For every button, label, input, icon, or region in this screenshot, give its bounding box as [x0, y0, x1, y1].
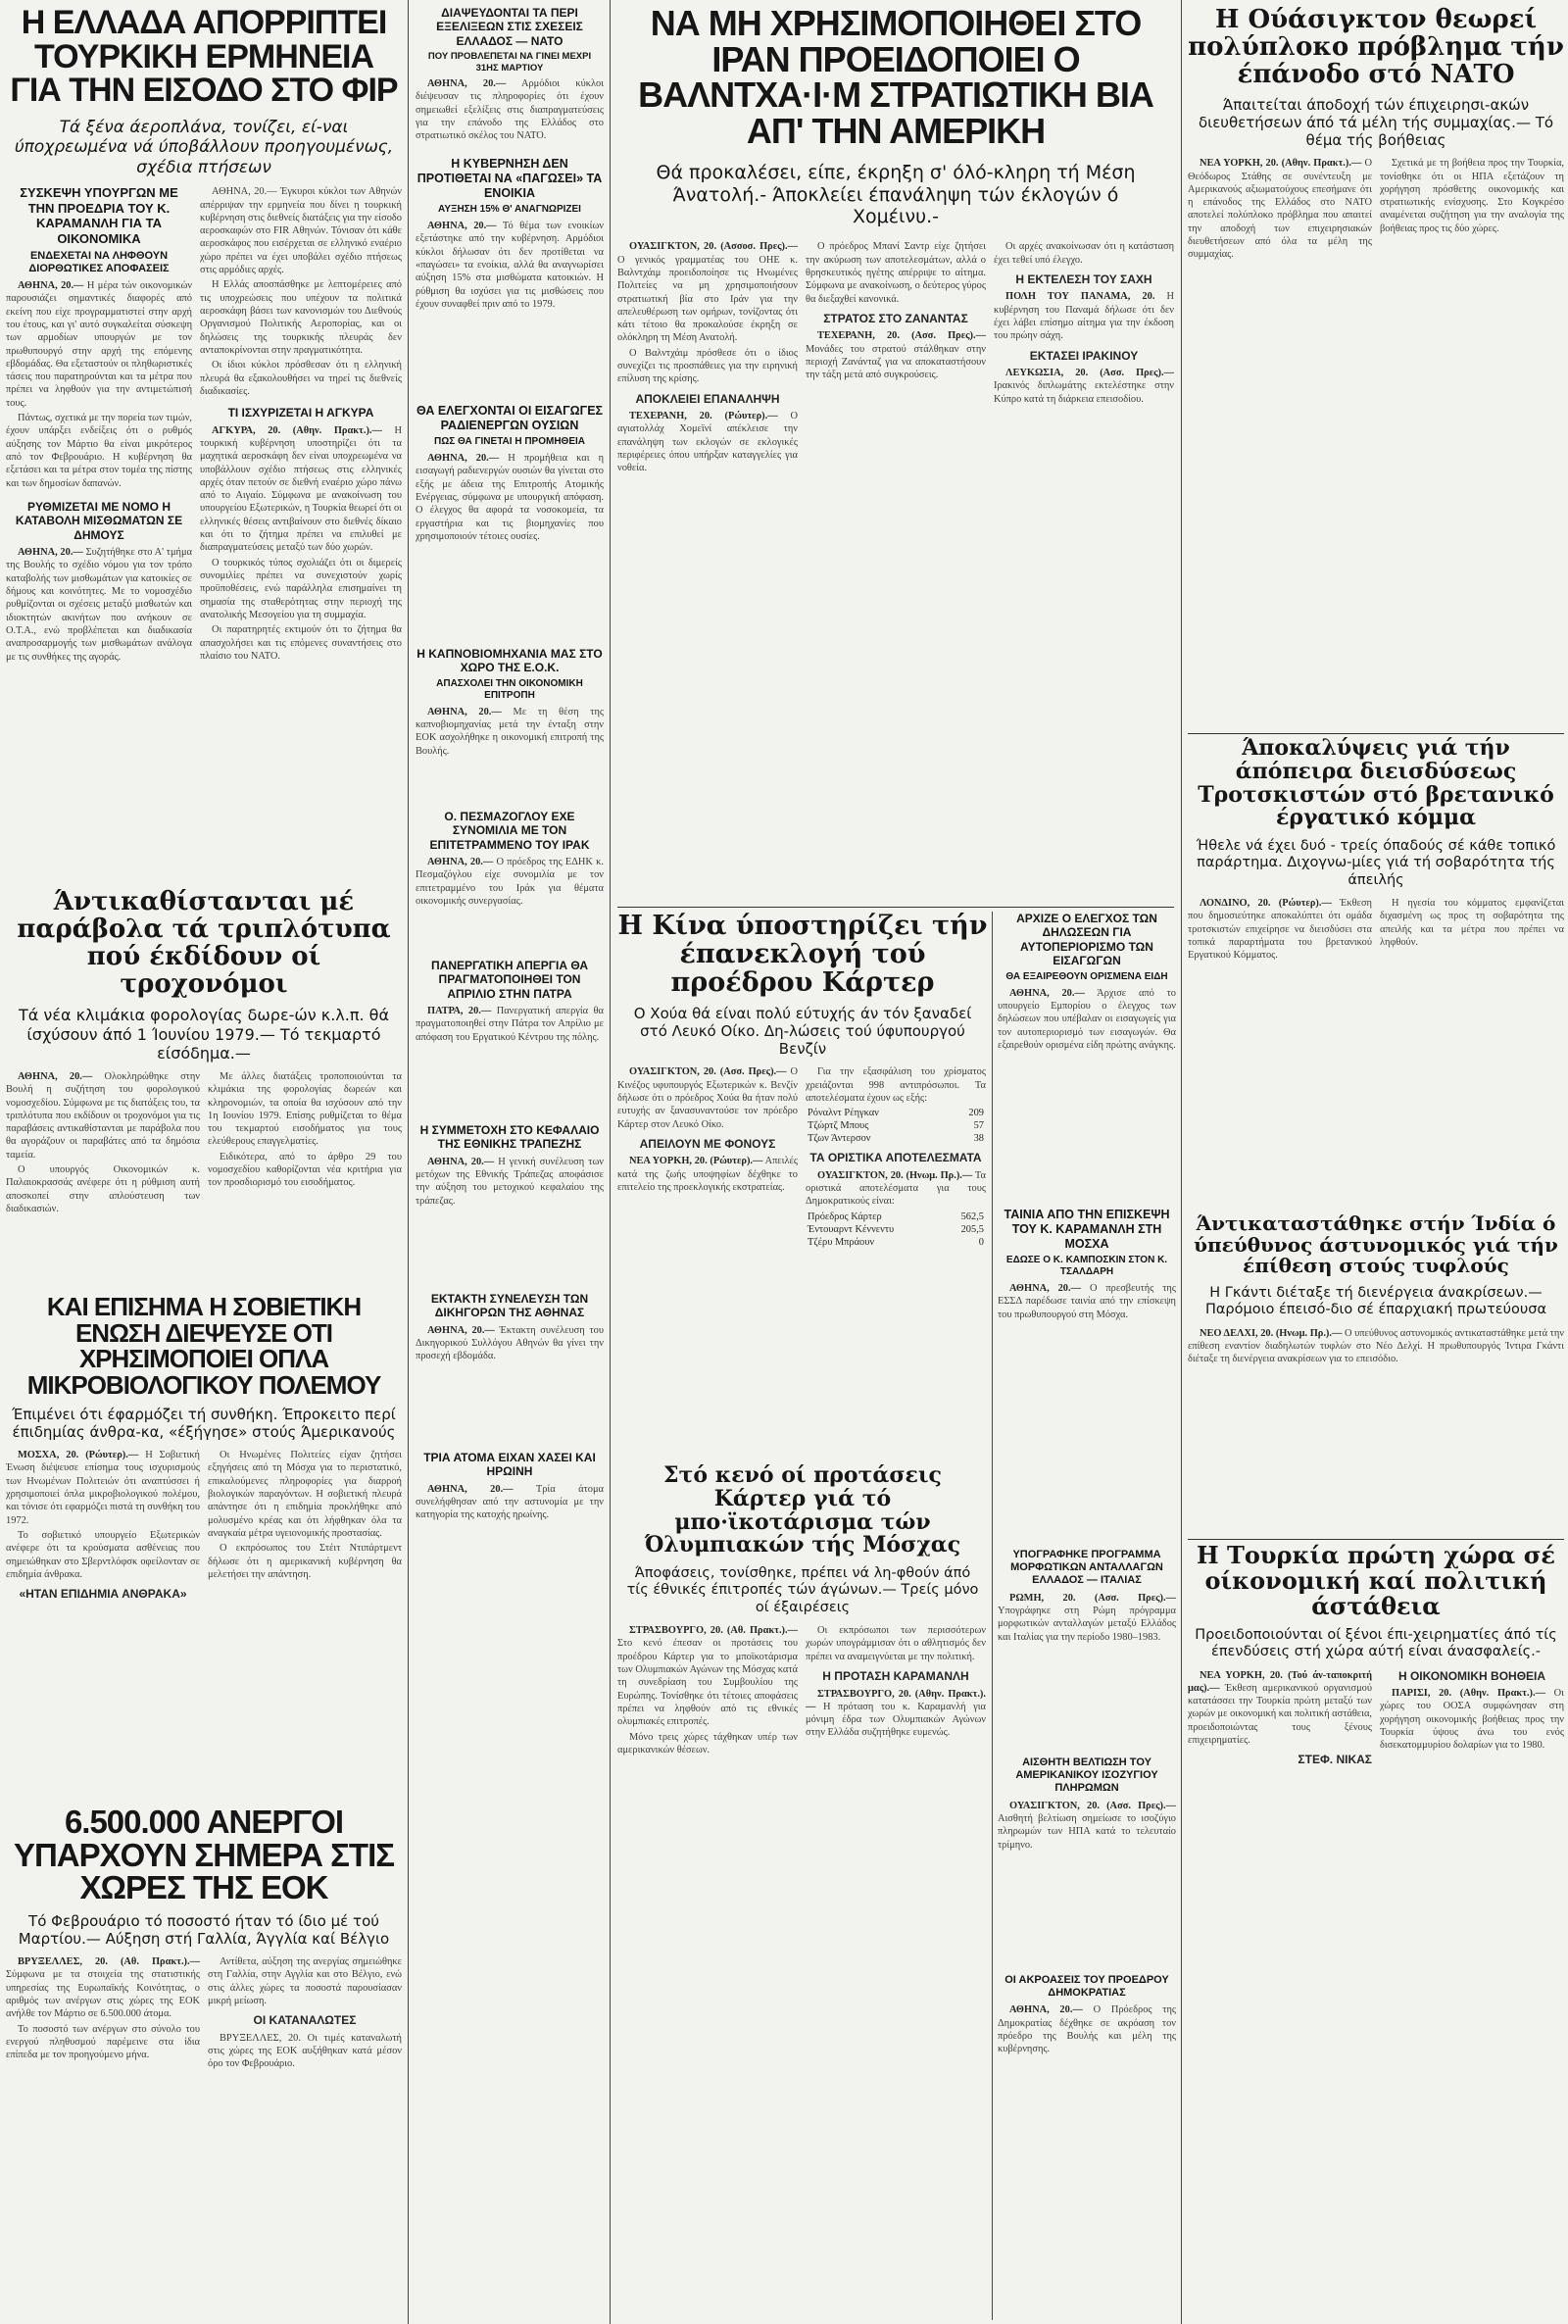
- dateline: ΑΓΚΥΡΑ, 20. (Αθην. Πρακτ.).—: [212, 424, 382, 436]
- dateline: ΣΤΡΑΣΒΟΥΡΓΟ, 20. (Αθην. Πρακτ.).—: [806, 1688, 986, 1712]
- headline: Άποκαλύψεις γιά τήν άπόπειρα διεισδύσεως Τροτσκιστών στό βρετανικό έργατικό κόμμα: [1198, 737, 1554, 831]
- article-body: Για την εξασφάλιση του χρίσματος χρειάζονται 998 αντιπρόσωποι. Τα αποτελέσματα έχουν ως εξής: Ρόναλντ Ρέηγκαν 209 Τζώρτζ Μπους 57 Τζων Άντερσον 38 ΤΑ ΟΡΙΣΤΙΚΑ ΑΠΟΤΕΛΕΣΜΑΤΑ ΟΥΑΣΙΓΚΤΟΝ, 20. (Ηνωμ. Πρ.).— Τα οριστικά αποτελέσματα για τους Δημοκρατικούς είναι: Πρόεδρος Κάρτερ 562,5 Έντουαρντ Κέννεντυ 205,5 Τζέρυ Μπράουν 0: [806, 1066, 986, 1248]
- delegate-count: 562,5: [960, 1211, 984, 1222]
- delegate-count: 57: [973, 1120, 984, 1132]
- article-body: ΑΘΗΝΑ, 20.— Συζητήθηκε στο Α' τμήμα της Βουλής το σχέδιο νόμου για τον τρόπο καταβολής των μισθωμάτων για κατοικίες σε δήμους και κοινότητες. Με το νομοσχέδιο ρυθμίζονται οι σχέσεις μεταξύ μισθωτών και ιδιοκτητών ακινήτων που ανήκουν σε Ο.Τ.Α., ενώ προβλέπεται και διαδικασία αναπροσαρμογής των μισθωμάτων ανάλογα με τις συνθήκες της αγοράς.: [6, 547, 192, 663]
- subheadline: ΑΠΕΙΛΟΥΝ ΜΕ ΦΟΝΟΥΣ: [639, 1137, 776, 1152]
- dateline: ΜΟΣΧΑ, 20. (Ρώυτερ).—: [18, 1450, 139, 1461]
- article-body: Ο πρόεδρος Μπανί Σαντρ είχε ζητήσει την ακύρωση των αποτελεσμάτων, αλλά ο θρησκευτικός ηγέτης απέρριψε το αίτημα. Σύμφωνα με ανακοίνωση, ο δεύτερος γύρος θα διεξαχθεί κανονικά. ΣΤΡΑΤΟΣ ΣΤΟ ΖΑΝΑΝΤΑΣ ΤΕΧΕΡΑΝΗ, 20. (Ασσ. Πρες).— Μονάδες του στρατού στάλθηκαν στην περιοχή Ζανάνταζ για να αποκαταστήσουν την τάξη μετά από συγκρούσεις.: [806, 241, 986, 381]
- article-body: ΡΩΜΗ, 20. (Ασσ. Πρες).— Υπογράφηκε στη Ρώμη πρόγραμμα μορφωτικών ανταλλαγών μεταξύ Ελλάδος και Ιταλίας για την περίοδο 1980–1983.: [998, 1592, 1176, 1643]
- article-trotskyists: [1188, 737, 1564, 1211]
- article-body: ΝΕΑ ΥΟΡΚΗ, 20. (Τού άν-ταποκριτή μας).— Έκθεση αμερικανικού οργανισμού κατατάσσει την Τουρκία πρώτη μεταξύ των χωρών με οικονομική και πολιτική αστάθεια, προειδοποιώντας τους ξένους επιχειρηματίες. ΣΤΕΦ. ΝΙΚΑΣ: [1188, 1669, 1373, 1767]
- dateline: ΣΤΡΑΣΒΟΥΡΓΟ, 20. (Αθ. Πρακτ.).—: [629, 1625, 798, 1637]
- article-unemployed: [6, 1805, 402, 2320]
- column-rule: [408, 0, 409, 2324]
- dateline: ΛΕΥΚΩΣΙΑ, 20. (Ασσ. Πρες).—: [1005, 367, 1174, 378]
- deck: Θά προκαλέσει, είπε, έκρηξη σ' όλό-κληρη τή Μέση Άνατολή.- Άποκλείει έπανάληψη τών έκλογών ό Χομέινυ.-: [656, 161, 1136, 228]
- headline: ΝΑ ΜΗ ΧΡΗΣΙΜΟΠΟΙΗΘΕΙ ΣΤΟ ΙΡΑΝ ΠΡΟΕΙΔΟΠΟΙΕΙ Ο ΒΑΛΝΤΧΑ·Ι·Μ ΣΤΡΑΤΙΩΤΙΚΗ ΒΙΑ ΑΠ' ΤΗΝ ΑΜΕΡΙΚΗ: [638, 6, 1153, 152]
- headline: Άντικαθίστανται μέ παράβολα τά τριπλότυπα πού έκδίδουν οί τροχονόμοι: [17, 888, 391, 1000]
- dateline: ΑΘΗΝΑ, 20.—: [1009, 987, 1085, 999]
- dateline: ΑΘΗΝΑ, 20.—: [1009, 2004, 1083, 2016]
- article-body: ΑΘΗΝΑ, 20.— Ο πρόεδρος της ΕΔΗΚ κ. Πεσμαζόγλου είχε συνομιλία με τον επιτετραμμένο του Ιράκ για θέματα οικονομικής συνεργασίας.: [416, 857, 604, 908]
- headline: ΕΚΤΑΚΤΗ ΣΥΝΕΛΕΥΣΗ ΤΩΝ ΔΙΚΗΓΟΡΩΝ ΤΗΣ ΑΘΗΝΑΣ: [430, 1292, 589, 1320]
- table-row: [806, 1119, 986, 1132]
- subheadline: ΡΥΘΜΙΖΕΤΑΙ ΜΕ ΝΟΜΟ Η ΚΑΤΑΒΟΛΗ ΜΙΣΘΩΜΑΤΩΝ ΣΕ ΔΗΜΟΥΣ: [15, 499, 183, 542]
- headline: Η ΣΥΜΜΕΤΟΧΗ ΣΤΟ ΚΕΦΑΛΑΙΟ ΤΗΣ ΕΘΝΙΚΗΣ ΤΡΑΠΕΖΗΣ: [419, 1123, 600, 1152]
- headline: Η Τουρκία πρώτη χώρα σέ οίκονομική καί πολιτική άστάθεια: [1197, 1543, 1555, 1620]
- headline: ΑΙΣΘΗΤΗ ΒΕΛΤΙΩΣΗ ΤΟΥ ΑΜΕΡΙΚΑΝΙΚΟΥ ΙΣΟΖΥΓΙΟΥ ΠΛΗΡΩΜΩΝ: [1015, 1756, 1158, 1795]
- article-body: ΑΘΗΝΑ, 20.— Ο πρεσβευτής της ΕΣΣΔ παρέδωσε ταινία από την επίσκεψη του πρωθυπουργού στη Μόσχα.: [998, 1283, 1176, 1320]
- article-parabola: [6, 888, 402, 1292]
- dateline: ΟΥΑΣΙΓΚΤΟΝ, 20. (Ασσ. Πρες).—: [629, 1066, 787, 1078]
- article-body: ΑΓΚΥΡΑ, 20. (Αθην. Πρακτ.).— Η τουρκική κυβέρνηση υποστηρίζει ότι τα μαχητικά αεροσκάφη δεν είναι υποχρεωμένα να υποβάλλουν σχέδιο πτήσεως στις ελληνικές αρχές όταν πετούν σε διεθνή εναέριο χώρο πάνω από το Αιγαίο. Σύμφωνα με ανακοίνωση του υπουργείου Εξωτερικών, η Τουρκία θεωρεί ότι οι ελληνικές θέσεις αντιβαίνουν στο διεθνές δίκαιο και ότι το ζήτημα πρέπει να επιλυθεί με διαπραγματεύσεις μεταξύ των δύο χωρών. Ο τουρκικός τύπος σχολιάζει ότι οι διμερείς συνομιλίες πρέπει να συνεχιστούν χωρίς προϋποθέσεις, ενώ παράλληλα επισημαίνει τη σημασία της σταθερότητας στην περιοχή της ανατολικής Μεσογείου για τη συμμαχία. Οι παρατηρητές εκτιμούν ότι το ζήτημα θα απασχολήσει και τις επόμενες συναντήσεις στο πλαίσιο του ΝΑΤΟ.: [200, 424, 402, 662]
- dateline: ΑΘΗΝΑ, 20.—: [1009, 1283, 1081, 1294]
- subheadline: ΑΥΞΗΣΗ 15% Θ' ΑΝΑΓΝΩΡΙΖΕΙ: [438, 204, 581, 215]
- section-divider: [1188, 1539, 1564, 1540]
- article-body: ΑΘΗΝΑ, 20.— Η γενική συνέλευση των μετόχων της Εθνικής Τράπεζας αποφάσισε την αύξηση του μετοχικού κεφαλαίου της τράπεζας.: [416, 1156, 604, 1207]
- candidate-name: Τζων Άντερσον: [808, 1133, 871, 1145]
- article-greece-fir: [6, 6, 402, 888]
- article-cultural: [998, 1549, 1176, 1755]
- subheadline: ΕΝΔΕΧΕΤΑΙ ΝΑ ΛΗΦΘΟΥΝ ΔΙΟΡΘΩΤΙΚΕΣ ΑΠΟΦΑΣΕΙΣ: [28, 249, 170, 274]
- candidate-name: Πρόεδρος Κάρτερ: [808, 1211, 882, 1222]
- article-body: ΜΟΣΧΑ, 20. (Ρώυτερ).— Η Σοβιετική Ένωση διέψευσε επίσημα τους ισχυρισμούς των Ηνωμένων Πολιτειών ότι αναπτύσσει ή χρησιμοποιεί όπλα μικροβιολογικού πολέμου, και τόνισε ότι εφαρμόζει πιστά τη συνθήκη του 1972. Το σοβιετικό υπουργείο Εξωτερικών ανέφερε ότι τα κρούσματα ασθένειας που σημειώθηκαν στο Σβερντλόφσκ οφείλονταν σε επιδημία άνθρακα. «ΗΤΑΝ ΕΠΙΔΗΜΙΑ ΑΝΘΡΑΚΑ»: [6, 1450, 200, 1602]
- subheadline: ΠΩΣ ΘΑ ΓΙΝΕΤΑΙ Η ΠΡΟΜΗΘΕΙΑ: [433, 436, 586, 447]
- headline: ΚΑΙ ΕΠΙΣΗΜΑ Η ΣΟΒΙΕΤΙΚΗ ΕΝΩΣΗ ΔΙΕΨΕΥΣΕ ΟΤΙ ΧΡΗΣΙΜΟΠΟΙΕΙ ΟΠΛΑ ΜΙΚΡΟΒΙΟΛΟΓΙΚΟΥ ΠΟΛΕΜΟΥ: [26, 1294, 381, 1400]
- article-body: Οι Ηνωμένες Πολιτείες είχαν ζητήσει εξηγήσεις από τη Μόσχα για το περιστατικό, επικαλούμενες πληροφορίες για διαρροή βιολογικών παραγόντων. Η σοβιετική πλευρά απάντησε ότι η επιδημία προκλήθηκε από μολυσμένο κρέας και ότι λήφθηκαν όλα τα αναγκαία μέτρα υγειονομικής προστασίας. Ο εκπρόσωπος του Στέιτ Ντιπάρτμεντ δήλωσε ότι η αμερικανική κυβέρνηση θα μελετήσει την απάντηση.: [208, 1450, 402, 1580]
- article-body: ΑΘΗΝΑ, 20.— Αρμόδιοι κύκλοι διέψευσαν τις πληροφορίες ότι έχουν σημειωθεί εξελίξεις στις διαπραγματεύσεις για την επάνοδο της Ελλάδος στο στρατιωτικό σκέλος του ΝΑΤΟ.: [416, 77, 604, 142]
- deck: Τά ξένα άεροπλάνα, τονίζει, εί-ναι ύποχρεωμένα νά ύποβάλλουν προηγουμένως, σχέδια πτήσεων: [14, 118, 394, 177]
- delegate-count: 38: [973, 1133, 984, 1145]
- article-body: Αντίθετα, αύξηση της ανεργίας σημειώθηκε στη Γαλλία, στην Αγγλία και στο Βέλγιο, ενώ στις άλλες χώρες τα ποσοστά παρουσίασαν μικρή μείωση. ΟΙ ΚΑΤΑΝΑΛΩΤΕΣ ΒΡΥΞΕΛΛΕΣ, 20. Οι τιμές καταναλωτή στις χώρες της ΕΟΚ αυξήθηκαν κατά μέσον όρο τον Φεβρουάριο.: [208, 1955, 402, 2070]
- dateline: ΟΥΑΣΙΓΚΤΟΝ, 20. (Ασσοσ. Πρες).—: [629, 241, 798, 253]
- dateline: ΑΘΗΝΑ, 20.—: [427, 77, 507, 89]
- deck: Τό Φεβρουάριο τό ποσοστό ήταν τό ίδιο μέ τού Μαρτίου.— Αύξηση στή Γαλλία, Άγγλία καί Βέλγιο: [18, 1911, 390, 1948]
- dateline: ΤΕΧΕΡΑΝΗ, 20. (Ασσ. Πρες).—: [817, 330, 986, 342]
- deck: Άπαιτείται άποδοχή τών έπιχειρησι-ακών διευθετήσεων άπό τά μέλη τής συμμαχίας.— Τό θέμα τής βοήθειας: [1198, 96, 1554, 150]
- article-body: ΣΤΡΑΣΒΟΥΡΓΟ, 20. (Αθ. Πρακτ.).— Στο κενό έπεσαν οι προτάσεις του προέδρου Κάρτερ για το μποϊκοτάρισμα των Ολυμπιακών Αγώνων της Μόσχας κατά τη συνεδρίαση του Συμβουλίου της Ευρώπης. Τονίσθηκε ότι τέτοιες αποφάσεις πρέπει να ληφθούν από τις εθνικές ολυμπιακές επιτροπές. Μόνο τρεις χώρες τάχθηκαν υπέρ των αμερικανικών θέσεων.: [617, 1625, 798, 1755]
- dateline: ΟΥΑΣΙΓΚΤΟΝ, 20. (Ηνωμ. Πρ.).—: [817, 1169, 973, 1181]
- article-rents: [416, 157, 604, 402]
- article-carter-china: [617, 912, 988, 1460]
- article-iraq-trade: [416, 810, 604, 957]
- article-cannabis: [416, 647, 604, 808]
- article-body: Οι εκπρόσωποι των περισσότερων χωρών υπογράμμισαν ότι ο αθλητισμός δεν πρέπει να αναμειγνύεται με την πολιτική. Η ΠΡΟΤΑΣΗ ΚΑΡΑΜΑΝΛΗ ΣΤΡΑΣΒΟΥΡΓΟ, 20. (Αθην. Πρακτ.).— Η πρόταση του κ. Καραμανλή για μόνιμη έδρα των Ολυμπιακών Αγώνων στην Ελλάδα συζητήθηκε ευμενώς.: [806, 1625, 986, 1739]
- article-body: Η ΟΙΚΟΝΟΜΙΚΗ ΒΟΗΘΕΙΑ ΠΑΡΙΣΙ, 20. (Αθην. Πρακτ.).— Οι χώρες του ΟΟΣΑ συμφώνησαν στη χορήγηση οικονομικής βοήθειας προς την Τουρκία ύψους άνω του ενός δισεκατομμυρίου δολαρίων για το 1980.: [1380, 1668, 1564, 1752]
- article-body: ΟΥΑΣΙΓΚΤΟΝ, 20. (Ασσ. Πρες).— Ο Κινέζος υφυπουργός Εξωτερικών κ. Βενζίν δήλωσε ότι ο πρόεδρος Χούα θα ήταν πολύ ευτυχής αν ξανασυναντούσε τον πρόεδρο Κάρτερ στον Λευκό Οίκο. ΑΠΕΙΛΟΥΝ ΜΕ ΦΟΝΟΥΣ ΝΕΑ ΥΟΡΚΗ, 20. (Ρώυτερ).— Απειλές κατά της ζωής υποψηφίων δέχθηκε το επιτελείο της προεκλογικής εκστρατείας.: [617, 1066, 798, 1194]
- deck: Ήθελε νά έχει δυό - τρείς όπαδούς σέ κάθε τοπικό παράρτημα. Διχογνω-μίες γιά τή σοβαρότητα τής άπειλής: [1196, 838, 1556, 888]
- article-iran: [617, 6, 1174, 908]
- article-body: ΑΘΗΝΑ, 20.— Τό θέμα των ενοικίων εξετάστηκε από την κυβέρνηση. Αρμόδιοι κύκλοι δήλωσαν ότι δεν προτίθεται να «παγώσει» τα ενοίκια, αλλά θα αναγνωρίσει αύξηση 15% στα μισθώματα κατοικιών. Η ρύθμιση θα ισχύσει για τις μισθώσεις που έχουν συναφθεί πριν από το 1979.: [416, 221, 604, 310]
- article-body: ΑΘΗΝΑ, 20.— Ο Πρόεδρος της Δημοκρατίας δέχθηκε σε ακρόαση τον πρόεδρο της Βουλής και μέλη της κυβέρνησης.: [998, 2004, 1176, 2055]
- subheadline: ΠΟΥ ΠΡΟΒΛΕΠΕΤΑΙ ΝΑ ΓΙΝΕΙ ΜΕΧΡΙ 31ΗΣ ΜΑΡΤΙΟΥ: [427, 51, 592, 74]
- dateline: ΑΘΗΝΑ, 20.—: [427, 1156, 495, 1167]
- article-body: Σχετικά με τη βοήθεια προς την Τουρκία, τονίσθηκε ότι οι ΗΠΑ εξετάζουν τη χορήγηση πρόσθετης οικονομικής και στρατιωτικής ενίσχυσης. Στο Κογκρέσο αναμένεται συζήτηση για την αναλογία της βοήθειας προς τις δύο χώρες.: [1380, 158, 1564, 234]
- dateline: ΟΥΑΣΙΓΚΤΟΝ, 20. (Ασσ. Πρες).—: [1009, 1800, 1176, 1811]
- headline: Η ΚΑΠΝΟΒΙΟΜΗΧΑΝΙΑ ΜΑΣ ΣΤΟ ΧΩΡΟ ΤΗΣ Ε.Ο.Κ.: [416, 647, 603, 675]
- headline: ΘΑ ΕΛΕΓΧΟΝΤΑΙ ΟΙ ΕΙΣΑΓΩΓΕΣ ΡΑΔΙΕΝΕΡΓΩΝ ΟΥΣΙΩΝ: [416, 404, 604, 432]
- article-turkey: [1188, 1543, 1564, 2320]
- headline: ΤΑΙΝΙΑ ΑΠΟ ΤΗΝ ΕΠΙΣΚΕΨΗ ΤΟΥ Κ. ΚΑΡΑΜΑΝΛΗ ΣΤΗ ΜΟΣΧΑ: [1004, 1208, 1170, 1251]
- subheadline: ΘΑ ΕΞΑΙΡΕΘΟΥΝ ΟΡΙΣΜΕΝΑ ΕΙΔΗ: [1005, 970, 1168, 982]
- article-body: ΑΘΗΝΑ, 20.— Έγκυροι κύκλοι των Αθηνών απέρριψαν την ερμηνεία που δίνει η τουρκική κυβέρνηση στις διεθνείς διατάξεις για την είσοδο αεροσκαφών στο FIR Αθηνών. Τόνισαν ότι κάθε αεροσκάφος που εισέρχεται σε ελληνικό εναέριο χώρο πρέπει να έχει υποβάλει σχέδιο πτήσεως στις αρμόδιες αρχές. Η Ελλάς αποσπάσθηκε με λεπτομέρειες από τις υποχρεώσεις που υπέχουν τα πολιτικά αεροσκάφη βάσει των κανονισμών του Διεθνούς Οργανισμού Πολιτικής Αεροπορίας, και οι δηλώσεις της τουρκικής πλευράς δεν ανταποκρίνονται στην πραγματικότητα. Οι ίδιοι κύκλοι πρόσθεσαν ότι η ελληνική πλευρά θα εξακολουθήσει να τηρεί τις διεθνείς διαδικασίες.: [200, 186, 402, 397]
- article-body: ΑΘΗΝΑ, 20.— Η προμήθεια και η εισαγωγή ραδιενεργών ουσιών θα γίνεται στο εξής με άδεια της Επιτροπής Ατομικής Ενέργειας, σύμφωνα με υπουργική απόφαση. Ο έλεγχος θα αφορά τα νοσοκομεία, τα εργαστήρια και τις βιομηχανίες που χρησιμοποιούν τέτοιες ουσίες.: [416, 453, 604, 542]
- delegates-table-democratic: [806, 1211, 986, 1249]
- article-nato-denial: [416, 6, 604, 153]
- column-rule: [992, 912, 993, 2320]
- delegate-count: 205,5: [960, 1223, 984, 1235]
- article-body: ΒΡΥΞΕΛΛΕΣ, 20. (Αθ. Πρακτ.).— Σύμφωνα με τα στοιχεία της στατιστικής υπηρεσίας της Ευρωπαϊκής Κοινότητας, ο αριθμός των ανέργων στις χώρες της ΕΟΚ ανήλθε τον Μάρτιο σε 6.500.000 άτομα. Το ποσοστό των ανέργων στο σύνολο του ενεργού πληθυσμού παρέμεινε στα ίδια επίπεδα με τον προηγούμενο μήνα.: [6, 1955, 200, 2061]
- subheadline: ΟΙ ΚΑΤΑΝΑΛΩΤΕΣ: [253, 2013, 357, 2028]
- article-body: ΑΘΗΝΑ, 20.— Έκτακτη συνέλευση του Δικηγορικού Συλλόγου Αθηνών θα γίνει την προσεχή εβδομάδα.: [416, 1324, 604, 1362]
- subheadline: ΕΔΩΣΕ Ο Κ. ΚΑΜΠΟΣΚΙΝ ΣΤΟΝ Κ. ΤΣΑΛΔΑΡΗ: [1005, 1255, 1168, 1277]
- delegate-count: 0: [978, 1236, 984, 1248]
- delegates-table-republican: [806, 1107, 986, 1145]
- headline: ΑΡΧΙΖΕ Ο ΕΛΕΓΧΟΣ ΤΩΝ ΔΗΛΩΣΕΩΝ ΓΙΑ ΑΥΤΟΠΕΡΙΟΡΙΣΜΟ ΤΩΝ ΕΙΣΑΓΩΓΩΝ: [1016, 912, 1157, 968]
- article-national-bank: [416, 1123, 604, 1290]
- subheadline: Η ΟΙΚΟΝΟΜΙΚΗ ΒΟΗΘΕΙΑ: [1397, 1668, 1546, 1683]
- subheadline: Η ΠΡΟΤΑΣΗ ΚΑΡΑΜΑΝΛΗ: [822, 1669, 969, 1684]
- article-body: ΠΑΤΡΑ, 20.— Πανεργατική απεργία θα πραγματοποιηθεί στην Πάτρα τον Απρίλιο με απόφαση του Εργατικού Κέντρου της πόλης.: [416, 1006, 604, 1043]
- column-rule: [1181, 0, 1182, 2324]
- table-row: [806, 1223, 986, 1236]
- dateline: ΠΟΛΗ ΤΟΥ ΠΑΝΑΜΑ, 20.: [1005, 291, 1155, 303]
- candidate-name: Ρόναλντ Ρέηγκαν: [808, 1108, 879, 1119]
- dateline: ΑΘΗΝΑ, 20.—: [427, 1324, 495, 1336]
- dateline: ΝΕΑ ΥΟΡΚΗ, 20. (Ρώυτερ).—: [629, 1156, 763, 1167]
- section-divider: [617, 907, 1174, 908]
- article-body: ΑΘΗΝΑ, 20.— Με τη θέση της καπνοβιομηχανίας μετά την ένταξη στην ΕΟΚ ασχολήθηκε η οικονομική επιτροπή της Βουλής.: [416, 706, 604, 757]
- headline: ΥΠΟΓΡΑΦΗΚΕ ΠΡΟΓΡΑΜΜΑ ΜΟΡΦΩΤΙΚΩΝ ΑΝΤΑΛΛΑΓΩΝ ΕΛΛΑΔΟΣ — ΙΤΑΛΙΑΣ: [1010, 1549, 1163, 1587]
- headline: Η ΚΥΒΕΡΝΗΣΗ ΔΕΝ ΠΡΟΤΙΘΕΤΑΙ ΝΑ «ΠΑΓΩΣΕΙ» ΤΑ ΕΝΟΙΚΙΑ: [416, 157, 603, 200]
- dateline: ΑΘΗΝΑ, 20.—: [18, 1070, 93, 1082]
- article-body: Με άλλες διατάξεις τροποποιούνται τα κλιμάκια της φορολογίας δωρεών και κληρονομιών, τα οποία θα ισχύσουν από την 1η Ιουνίου 1979. Επίσης ρυθμίζεται το θέμα του τεκμαρτού εισοδήματος για τους ελεύθερους επαγγελματίες. Ειδικότερα, από το άρθρο 29 του νομοσχεδίου καθορίζονται νέα κριτήρια για τον προσδιορισμό του εισοδήματος.: [208, 1070, 402, 1189]
- dateline: ΠΑΤΡΑ, 20.—: [427, 1006, 492, 1017]
- subheadline: ΤΙ ΙΣΧΥΡΙΖΕΤΑΙ Η ΑΓΚΥΡΑ: [227, 406, 374, 420]
- article-lawyers: [416, 1292, 604, 1449]
- article-body: Οι αρχές ανακοίνωσαν ότι η κατάσταση έχει τεθεί υπό έλεγχο. Η ΕΚΤΕΛΕΣΗ ΤΟΥ ΣΑΧΗ ΠΟΛΗ ΤΟΥ ΠΑΝΑΜΑ, 20. Η κυβέρνηση του Παναμά δήλωσε ότι δεν έχει λάβει επίσημο αίτημα για την έκδοση του πρώην σάχη. ΕΚΤΑΣΕΙ ΙΡΑΚΙΝΟΥ ΛΕΥΚΩΣΙΑ, 20. (Ασσ. Πρες).— Ιρακινός διπλωμάτης εκτελέστηκε στην Κύπρο κατά τη διάρκεια επεισοδίου.: [994, 241, 1174, 405]
- article-body: ΑΘΗΝΑ, 20.— Άρχισε από το υπουργείο Εμπορίου ο έλεγχος των δηλώσεων που υπέβαλαν οι εισαγωγείς για τον αυτοπεριορισμό των εισαγωγών. Θα εξαιρεθούν ορισμένα είδη πρώτης ανάγκης.: [998, 987, 1176, 1051]
- article-india: [1188, 1213, 1564, 1537]
- headline: ΟΙ ΑΚΡΟΑΣΕΙΣ ΤΟΥ ΠΡΟΕΔΡΟΥ ΔΗΜΟΚΡΑΤΙΑΣ: [1004, 1974, 1169, 2000]
- headline: ΠΑΝΕΡΓΑΤΙΚΗ ΑΠΕΡΓΙΑ ΘΑ ΠΡΑΓΜΑΤΟΠΟΙΗΘΕΙ ΤΟΝ ΑΠΡΙΛΙΟ ΣΤΗΝ ΠΑΤΡΑ: [430, 959, 589, 1001]
- deck: Προειδοποιούνται οί ξένοι έπι-χειρηματίες άπό τίς έπενδύσεις στή χώρα αύτή είναι άνασφαλείς.-: [1195, 1626, 1557, 1660]
- article-strike-patras: [416, 959, 604, 1121]
- article-nato-return: [1188, 6, 1564, 731]
- author-signature: ΣΤΕΦ. ΝΙΚΑΣ: [1298, 1753, 1372, 1767]
- column-rule: [610, 0, 611, 2324]
- headline: Η Κίνα ύποστηρίζει τήν έπανεκλογή τού προέδρου Κάρτερ: [617, 912, 988, 999]
- deck: Ο Χούα θά είναι πολύ εύτυχής άν τόν ξαναδεί στό Λευκό Οίκο. Δη-λώσεις τού ύφυπουργού Βενζίν: [633, 1005, 972, 1059]
- table-row: [806, 1132, 986, 1145]
- subheadline: «ΗΤΑΝ ΕΠΙΔΗΜΙΑ ΑΝΘΡΑΚΑ»: [19, 1587, 187, 1602]
- article-body: ΑΘΗΝΑ, 20.— Η μέρα τών οικονομικών παρουσιάζει σημαντικές διαφορές από εκείνη που είχε προγραμματιστεί στην αρχή του έτους, και γι' αυτό συγκαλείται σύσκεψη των αρμοδίων υπουργών με τον πρωθυπουργό στην αρχή της επόμενης εβδομάδας. Θα εξεταστούν οι πληθωριστικές τάσεις που παρατηρούνται και τα μέτρα που πρέπει να ληφθούν για την αντιμετώπισή τους. Πάντως, σχετικά με την πορεία των τιμών, έχουν υπάρξει ενδείξεις ότι ο ρυθμός αύξησης τον Μάρτιο θα είναι μικρότερος από τον Φεβρουάριο. Η κυβέρνηση θα εξετάσει και τα μέτρα στον τομέα της πίστης και των δημοσίων δαπανών.: [6, 279, 192, 489]
- article-body: ΑΘΗΝΑ, 20.— Τρία άτομα συνελήφθησαν από την αστυνομία με την κατηγορία της κατοχής ηρωίνης.: [416, 1483, 604, 1521]
- candidate-name: Έντουαρντ Κέννεντυ: [808, 1223, 895, 1235]
- dateline: ΑΘΗΝΑ, 20.—: [427, 857, 494, 868]
- dateline: ΑΘΗΝΑ, 20.—: [427, 1483, 514, 1495]
- headline: ΤΡΙΑ ΑΤΟΜΑ ΕΙΧΑΝ ΧΑΣΕΙ ΚΑΙ ΗΡΩΙΝΗ: [423, 1451, 596, 1479]
- table-row: [806, 1236, 986, 1249]
- dateline: ΤΕΧΕΡΑΝΗ, 20. (Ρώυτερ).—: [629, 411, 778, 422]
- deck: Η Γκάντι διέταξε τή διενέργεια άνακρίσεων.— Παρόμοιο έπεισό-διο σέ έπαρχιακή πρωτεύουσα: [1204, 1284, 1547, 1318]
- article-hearings: [998, 1974, 1176, 2317]
- candidate-name: Τζώρτζ Μπους: [808, 1120, 869, 1132]
- section-divider: [1188, 733, 1564, 734]
- article-olympics: [617, 1464, 988, 2317]
- headline: Η ΕΛΛΑΔΑ ΑΠΟΡΡΙΠΤΕΙ ΤΟΥΡΚΙΚΗ ΕΡΜΗΝΕΙΑ ΓΙΑ ΤΗΝ ΕΙΣΟΔΟ ΣΤΟ ΦΙΡ: [10, 6, 398, 110]
- candidate-name: Τζέρυ Μπράουν: [808, 1236, 875, 1248]
- dateline: ΒΡΥΞΕΛΛΕΣ, 20. (Αθ. Πρακτ.).—: [18, 1955, 200, 1967]
- dateline: ΝΕΟ ΔΕΛΧΙ, 20. (Ηνωμ. Πρ.).—: [1200, 1327, 1343, 1339]
- delegate-count: 209: [968, 1108, 984, 1119]
- dateline: ΑΘΗΝΑ, 20.—: [427, 706, 502, 717]
- subheadline: ΤΑ ΟΡΙΣΤΙΚΑ ΑΠΟΤΕΛΕΣΜΑΤΑ: [809, 1151, 982, 1165]
- article-body: ΝΕΟ ΔΕΛΧΙ, 20. (Ηνωμ. Πρ.).— Ο υπεύθυνος αστυνομικός αντικαταστάθηκε μετά την επίθεση εναντίον διαδηλωτών τυφλών στο Νέο Δελχί. Η πρωθυπουργός Ίντιρα Γκάντι διέταξε τη διενέργεια ανακρίσεων για το επεισόδιο.: [1188, 1327, 1564, 1365]
- dateline: ΛΟΝΔΙΝΟ, 20. (Ρώυτερ).—: [1200, 898, 1332, 910]
- table-row: [806, 1211, 986, 1223]
- headline: 6.500.000 ΑΝΕΡΓΟΙ ΥΠΑΡΧΟΥΝ ΣΗΜΕΡΑ ΣΤΙΣ ΧΩΡΕΣ ΤΗΣ ΕΟΚ: [13, 1805, 395, 1906]
- deck: Άποφάσεις, τονίσθηκε, πρέπει νά λη-φθούν άπό τίς έθνικές έπιτροπές τών άγώνων.— Τρείς μόνο οί έξαιρέσεις: [626, 1565, 979, 1615]
- dateline: ΑΘΗΝΑ, 20.—: [427, 221, 497, 231]
- article-body: ΟΥΑΣΙΓΚΤΟΝ, 20. (Ασσ. Πρες).— Αισθητή βελτίωση σημείωσε το ισοζύγιο πληρωμών των ΗΠΑ κατά το τελευταίο τρίμηνο.: [998, 1800, 1176, 1851]
- headline: Ο. ΠΕΣΜΑΖΟΓΛΟΥ ΕΧΕ ΣΥΝΟΜΙΛΙΑ ΜΕ ΤΟΝ ΕΠΙΤΕΤΡΑΜΜΕΝΟ ΤΟΥ ΙΡΑΚ: [429, 810, 590, 852]
- subheadline: ΕΚΤΑΣΕΙ ΙΡΑΚΙΝΟΥ: [1029, 348, 1139, 363]
- table-row: [806, 1107, 986, 1119]
- headline: Στό κενό οί προτάσεις Κάρτερ γιά τό μπο·ϊκοτάρισμα τών Όλυμπιακών τής Μόσχας: [644, 1464, 961, 1558]
- article-body: ΑΘΗΝΑ, 20.— Ολοκληρώθηκε στην Βουλή η συζήτηση του φορολογικού νομοσχεδίου. Σύμφωνα με τις διατάξεις του, τα τριπλότυπα που εκδίδουν οι τροχονόμοι για τις παραβάσεις αντικαθίστανται με παράβολα που θα αγοράζουν οι παραβάτες από τα δημόσια ταμεία. Ο υπουργός Οικονομικών κ. Παλαιοκρασσάς ανέφερε ότι η ρύθμιση αυτή αποσκοπεί στην απλούστευση των διαδικασιών.: [6, 1070, 200, 1214]
- article-soviet-bio: [6, 1294, 402, 1804]
- subheadline: ΑΠΟΚΛΕΙΕΙ ΕΠΑΝΑΛΗΨΗ: [635, 391, 780, 406]
- headline: Άντικαταστάθηκε στήν Ίνδία ό ύπεύθυνος άστυνομικός γιά τήν έπίθεση στούς τυφλούς: [1194, 1213, 1558, 1278]
- dateline: ΑΘΗΝΑ, 20.—: [427, 453, 500, 464]
- dateline: ΝΕΑ ΥΟΡΚΗ, 20. (Αθην. Πρακτ.).—: [1200, 158, 1362, 170]
- article-us-balance: [998, 1756, 1176, 1972]
- deck: Έπιμένει ότι έφαρμόζει τή συνθήκη. Έπροκειτο περί έπιδημίας άνθρα-κα, «έξήγησε» στούς Άμερικανούς: [12, 1406, 396, 1442]
- article-body: ΟΥΑΣΙΓΚΤΟΝ, 20. (Ασσοσ. Πρες).— Ο γενικός γραμματέας του ΟΗΕ κ. Βαλντχάιμ προειδοποίησε τις Ηνωμένες Πολιτείες να μη χρησιμοποιήσουν στρατιωτική βία στο Ιράν για την απελευθέρωση των ομήρων, τονίζοντας ότι κάτι τέτοιο θα προκαλούσε έκρηξη σε ολόκληρη τη Μέση Ανατολή. Ο Βαλντχάιμ πρόσθεσε ότι ο ίδιος συνεχίζει τις προσπάθειες για την ειρηνική επίλυση της κρίσης. ΑΠΟΚΛΕΙΕΙ ΕΠΑΝΑΛΗΨΗ ΤΕΧΕΡΑΝΗ, 20. (Ρώυτερ).— Ο αγιατολλάχ Χομεϊνί απέκλεισε την επανάληψη των εκλογών σε εκλογικές περιφέρειες όπου υπήρξαν καταγγελίες για νοθεία.: [617, 241, 798, 474]
- dateline: ΑΘΗΝΑ, 20.—: [18, 547, 83, 559]
- article-body: ΛΟΝΔΙΝΟ, 20. (Ρώυτερ).— Έκθεση που δημοσιεύτηκε αποκαλύπτει ότι ομάδα τροτσκιστών επιχείρησε να διεισδύσει στα τοπικά παραρτήματα του βρετανικού Εργατικού Κόμματος.: [1188, 898, 1372, 962]
- article-accident: [416, 1451, 604, 1617]
- subheadline: ΣΥΣΚΕΨΗ ΥΠΟΥΡΓΩΝ ΜΕ ΤΗΝ ΠΡΟΕΔΡΙΑ ΤΟΥ Κ. ΚΑΡΑΜΑΝΛΗ ΓΙΑ ΤΑ ΟΙΚΟΝΟΜΙΚΑ: [20, 185, 178, 246]
- article-body: Η ηγεσία του κόμματος εμφανίζεται διχασμένη ως προς τη σοβαρότητα της απειλής και τα μέτρα που πρέπει να ληφθούν.: [1380, 898, 1564, 949]
- deck: Τά νέα κλιμάκια φορολογίας δωρε-ών κ.λ.π. θά ίσχύσουν άπό 1 Ίουνίου 1979.— Τό τεκμαρτό είσόδημα.—: [19, 1006, 389, 1063]
- headline: ΔΙΑΨΕΥΔΟΝΤΑΙ ΤΑ ΠΕΡΙ ΕΞΕΛΙΞΕΩΝ ΣΤΙΣ ΣΧΕΣΕΙΣ ΕΛΛΑΔΟΣ — ΝΑΤΟ: [436, 6, 583, 48]
- dateline: ΑΘΗΝΑ, 20.—: [18, 279, 84, 291]
- headline: Η Ούάσιγκτον θεωρεί πολύπλοκο πρόβλημα τήν έπάνοδο στό ΝΑΤΟ: [1188, 6, 1564, 90]
- subheadline: Η ΕΚΤΕΛΕΣΗ ΤΟΥ ΣΑΧΗ: [1015, 272, 1152, 286]
- article-body: ΝΕΑ ΥΟΡΚΗ, 20. (Αθην. Πρακτ.).— Ο Θεόδωρος Στάθης σε συνέντευξη με Αμερικανούς αξιωματούχους επεσήμανε ότι η επάνοδος της Ελλάδος στο ΝΑΤΟ αποτελεί πολύπλοκο πρόβλημα που απαιτεί την αποδοχή των επιχειρησιακών διευθετήσεων από όλα τα μέλη της συμμαχίας.: [1188, 158, 1372, 261]
- dateline: ΡΩΜΗ, 20. (Ασσ. Πρες).—: [1009, 1592, 1176, 1604]
- article-film-moscow: [998, 1208, 1176, 1453]
- subheadline: ΑΠΑΣΧΟΛΕΙ ΤΗΝ ΟΙΚΟΝΟΜΙΚΗ ΕΠΙΤΡΟΠΗ: [436, 677, 583, 701]
- article-imports: [998, 912, 1176, 1206]
- article-radioactive: [416, 404, 604, 645]
- dateline: ΠΑΡΙΣΙ, 20. (Αθην. Πρακτ.).—: [1392, 1687, 1545, 1699]
- subheadline: ΣΤΡΑΤΟΣ ΣΤΟ ΖΑΝΑΝΤΑΣ: [823, 311, 968, 325]
- dateline: ΝΕΑ ΥΟΡΚΗ, 20. (Τού άν-ταποκριτή μας).—: [1188, 1669, 1372, 1694]
